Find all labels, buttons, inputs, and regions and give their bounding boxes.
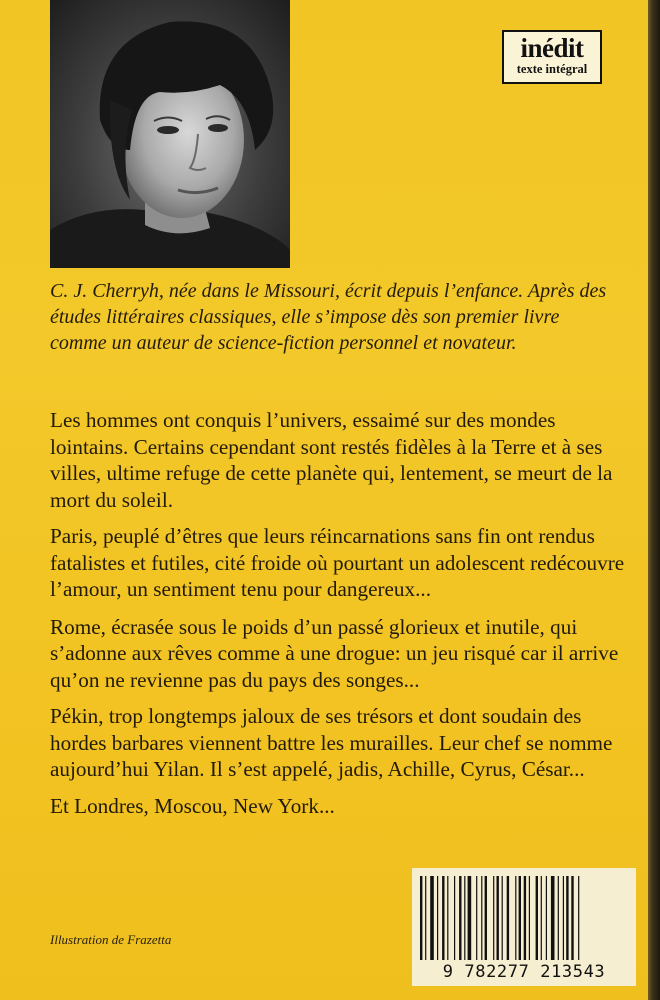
author-bio bbox=[50, 278, 610, 356]
barcode-bar bbox=[551, 876, 555, 960]
author-portrait-icon bbox=[50, 0, 290, 268]
barcode-bar bbox=[430, 876, 434, 960]
barcode-bar bbox=[468, 876, 472, 960]
badge-subtitle: texte intégral bbox=[516, 62, 588, 76]
barcode-bar bbox=[464, 876, 465, 960]
barcode-bar bbox=[497, 876, 499, 960]
barcode-bar bbox=[476, 876, 477, 960]
barcode-bar bbox=[447, 876, 448, 960]
barcode-bar bbox=[519, 876, 521, 960]
badge-title: inédit bbox=[520, 33, 584, 63]
barcode-bar bbox=[493, 876, 494, 960]
barcode-bar bbox=[524, 876, 526, 960]
barcode-bar bbox=[571, 876, 573, 960]
barcode-bar bbox=[485, 876, 487, 960]
barcode-bar bbox=[454, 876, 455, 960]
barcode-bar bbox=[459, 876, 461, 960]
book-spine-edge bbox=[648, 0, 660, 1000]
barcode bbox=[412, 868, 636, 986]
blurb bbox=[50, 407, 630, 829]
illustration-credit: Illustration de Frazetta bbox=[50, 932, 172, 947]
barcode-bar bbox=[502, 876, 503, 960]
blurb-paragraph-4: Pékin, trop longtemps jaloux de ses trésors et dont soudain des hordes barbares viennent battre les murailles. Leur chef se nomme aujourd’hui Yilan. Il s’est appelé, jadis, Achille, Cyrus, César... bbox=[50, 704, 613, 781]
barcode-bar bbox=[546, 876, 547, 960]
blurb-paragraph-1: Les hommes ont conquis l’univers, essaimé sur des mondes lointains. Certains cependant sont restés fidèles à la Terre et à ses villes, ultime refuge de cette planète qui, lentement, se meurt de la mort du soleil. bbox=[50, 408, 613, 512]
barcode-icon bbox=[420, 876, 628, 960]
inedit-badge bbox=[502, 30, 602, 84]
barcode-bar bbox=[442, 876, 444, 960]
blurb-paragraph-3: Rome, écrasée sous le poids d’un passé glorieux et inutile, qui s’adonne aux rêves comme à une drogue: un jeu risqué car il arrive qu’on ne revienne pas du pays des songes... bbox=[50, 614, 619, 692]
barcode-bar bbox=[481, 876, 482, 960]
barcode-bar bbox=[541, 876, 542, 960]
author-bio-text: C. J. Cherryh, née dans le Missouri, écrit depuis l’enfance. Après des études littéraires classiques, elle s’impose dès son premier livre comme un auteur de science-fiction personnel et novateur. bbox=[50, 280, 607, 354]
barcode-bar bbox=[536, 876, 538, 960]
barcode-bar bbox=[420, 876, 422, 960]
barcode-bar bbox=[529, 876, 530, 960]
barcode-bar bbox=[437, 876, 438, 960]
blurb-paragraph-2: Paris, peuplé d’êtres que leurs réincarnations sans fin ont rendus fatalistes et futiles, cité froide où pourtant un adolescent redécouvre l’amour, un sentiment tenu pour dangereux... bbox=[50, 524, 625, 601]
barcode-bar bbox=[566, 876, 568, 960]
barcode-bar bbox=[578, 876, 579, 960]
author-photo bbox=[50, 0, 290, 268]
isbn-number: 9 782277 213543 bbox=[442, 962, 606, 982]
barcode-bar bbox=[515, 876, 516, 960]
barcode-bar bbox=[563, 876, 564, 960]
blurb-paragraph-5: Et Londres, Moscou, New York... bbox=[50, 793, 335, 818]
barcode-bar bbox=[507, 876, 509, 960]
barcode-bar bbox=[425, 876, 426, 960]
barcode-bar bbox=[558, 876, 559, 960]
